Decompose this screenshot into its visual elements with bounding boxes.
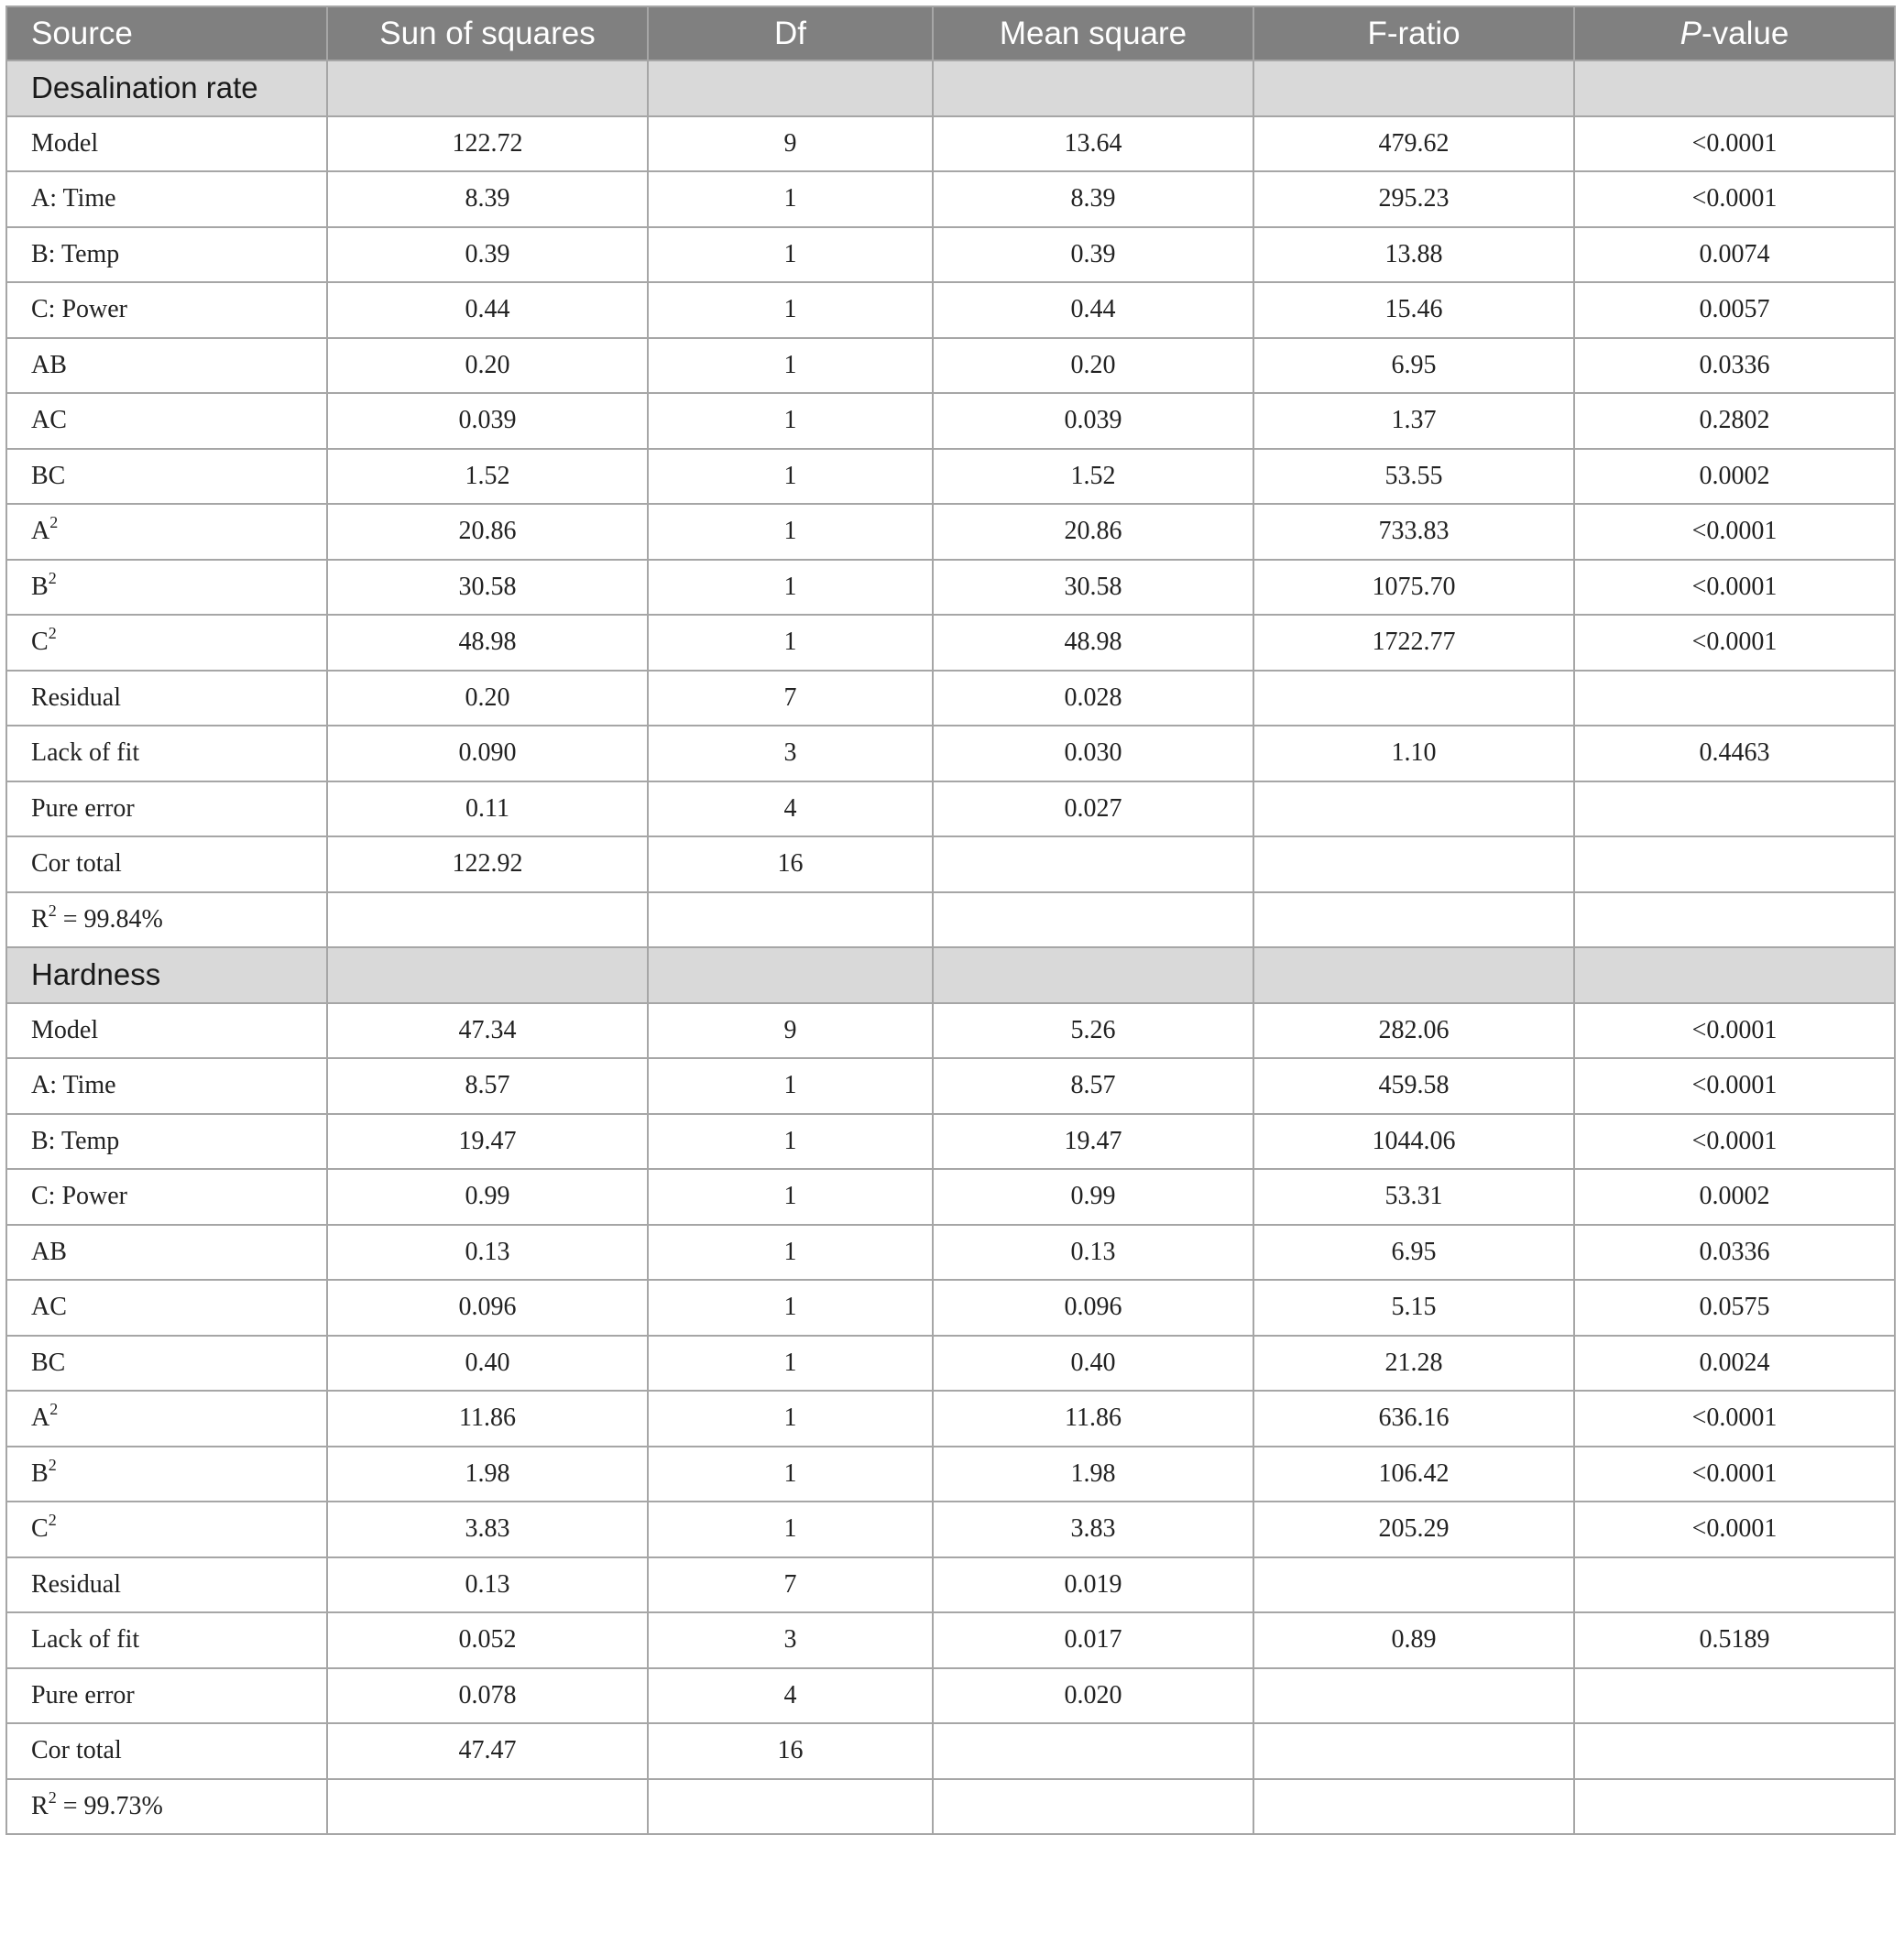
cell-mean-square: 0.20 [933,338,1253,394]
cell-sum-of-squares: 0.096 [327,1280,648,1336]
cell-sum-of-squares: 30.58 [327,560,648,616]
cell-source: Lack of fit [6,726,327,781]
cell-source: AC [6,1280,327,1336]
cell-mean-square: 5.26 [933,1003,1253,1059]
cell-p-value: 0.0057 [1574,282,1895,338]
r-squared-value: = 99.84% [56,904,163,934]
cell-source: Model [6,116,327,172]
cell-source: Pure error [6,1668,327,1724]
table-row [6,1557,1895,1613]
empty-cell [1253,1779,1574,1835]
cell-f-ratio: 1075.70 [1253,560,1574,616]
cell-sum-of-squares: 0.13 [327,1557,648,1613]
table-row [6,615,1895,671]
table-row [6,171,1895,227]
cell-f-ratio: 6.95 [1253,1225,1574,1281]
cell-f-ratio: 733.83 [1253,504,1574,560]
r-squared-row [6,892,1895,948]
source-label: B [31,1458,49,1488]
cell-sum-of-squares: 0.99 [327,1169,648,1225]
cell-source: B: Temp [6,227,327,283]
cell-df: 16 [648,1723,933,1779]
table-row [6,338,1895,394]
cell-sum-of-squares: 0.052 [327,1612,648,1668]
cell-df: 1 [648,560,933,616]
table-row [6,227,1895,283]
cell-mean-square: 0.017 [933,1612,1253,1668]
anova-table [5,5,1896,1835]
cell-mean-square: 0.13 [933,1225,1253,1281]
cell-df: 16 [648,836,933,892]
cell-f-ratio [1253,671,1574,726]
cell-f-ratio [1253,1668,1574,1724]
source-label: A [31,1403,50,1433]
cell-f-ratio [1253,836,1574,892]
cell-p-value: <0.0001 [1574,1003,1895,1059]
cell-p-value [1574,1668,1895,1724]
table-row [6,1502,1895,1557]
cell-mean-square: 0.027 [933,781,1253,837]
cell-f-ratio: 13.88 [1253,227,1574,283]
cell-df: 1 [648,1114,933,1170]
cell-p-value: 0.2802 [1574,393,1895,449]
empty-cell [648,892,933,948]
cell-source: Cor total [6,836,327,892]
r-squared-row [6,1779,1895,1835]
cell-f-ratio: 205.29 [1253,1502,1574,1557]
header-row [6,6,1895,60]
cell-mean-square: 0.020 [933,1668,1253,1724]
r-squared-cell [6,892,327,948]
section-empty-cell [648,60,933,116]
header-p-italic: P [1680,15,1702,51]
cell-source: C: Power [6,1169,327,1225]
cell-p-value: 0.0024 [1574,1336,1895,1392]
cell-p-value: <0.0001 [1574,1058,1895,1114]
table-row [6,1114,1895,1170]
section-header-row [6,60,1895,116]
header-p-suffix: -value [1702,15,1789,51]
cell-f-ratio: 5.15 [1253,1280,1574,1336]
cell-df: 1 [648,504,933,560]
cell-source: AC [6,393,327,449]
cell-mean-square: 1.52 [933,449,1253,505]
section-empty-cell [933,947,1253,1003]
cell-sum-of-squares: 0.039 [327,393,648,449]
superscript: 2 [48,568,57,587]
cell-source: BC [6,449,327,505]
cell-p-value: <0.0001 [1574,116,1895,172]
table-row [6,560,1895,616]
cell-p-value: 0.0575 [1574,1280,1895,1336]
source-label: A [31,517,50,546]
cell-sum-of-squares: 0.078 [327,1668,648,1724]
cell-sum-of-squares: 1.52 [327,449,648,505]
cell-p-value: <0.0001 [1574,1447,1895,1502]
table-row [6,1391,1895,1447]
cell-f-ratio: 53.31 [1253,1169,1574,1225]
cell-source: Lack of fit [6,1612,327,1668]
cell-f-ratio: 479.62 [1253,116,1574,172]
cell-f-ratio [1253,1723,1574,1779]
cell-p-value: 0.0074 [1574,227,1895,283]
section-empty-cell [1574,60,1895,116]
cell-source: Residual [6,671,327,726]
r-squared-value: = 99.73% [56,1791,163,1820]
cell-source [6,1447,327,1502]
superscript: 2 [49,1400,59,1419]
table-row [6,836,1895,892]
cell-mean-square: 8.39 [933,171,1253,227]
cell-f-ratio: 1.10 [1253,726,1574,781]
cell-f-ratio: 21.28 [1253,1336,1574,1392]
cell-f-ratio: 106.42 [1253,1447,1574,1502]
superscript: 2 [49,513,59,532]
source-label: C [31,628,49,657]
cell-f-ratio [1253,1557,1574,1613]
cell-df: 1 [648,1280,933,1336]
cell-source: C: Power [6,282,327,338]
empty-cell [933,892,1253,948]
cell-source: AB [6,1225,327,1281]
cell-source [6,615,327,671]
cell-df: 3 [648,726,933,781]
cell-sum-of-squares: 3.83 [327,1502,648,1557]
cell-source: Pure error [6,781,327,837]
cell-mean-square: 20.86 [933,504,1253,560]
cell-df: 1 [648,1169,933,1225]
table-row [6,1225,1895,1281]
cell-mean-square: 0.44 [933,282,1253,338]
cell-sum-of-squares: 122.92 [327,836,648,892]
cell-mean-square: 48.98 [933,615,1253,671]
cell-f-ratio [1253,781,1574,837]
section-empty-cell [327,60,648,116]
header-f-ratio: F-ratio [1253,6,1574,60]
cell-mean-square: 0.039 [933,393,1253,449]
cell-sum-of-squares: 0.090 [327,726,648,781]
cell-p-value [1574,1723,1895,1779]
empty-cell [933,1779,1253,1835]
table-row [6,671,1895,726]
cell-df: 1 [648,1391,933,1447]
cell-f-ratio: 1722.77 [1253,615,1574,671]
header-mean-square: Mean square [933,6,1253,60]
cell-f-ratio: 1044.06 [1253,1114,1574,1170]
cell-f-ratio: 6.95 [1253,338,1574,394]
r-squared-prefix: R [31,1791,49,1820]
cell-mean-square: 19.47 [933,1114,1253,1170]
cell-mean-square: 8.57 [933,1058,1253,1114]
cell-df: 7 [648,1557,933,1613]
cell-df: 9 [648,1003,933,1059]
cell-sum-of-squares: 47.34 [327,1003,648,1059]
table-row [6,726,1895,781]
table-row [6,504,1895,560]
cell-mean-square: 30.58 [933,560,1253,616]
cell-df: 3 [648,1612,933,1668]
cell-source: B: Temp [6,1114,327,1170]
cell-df: 1 [648,449,933,505]
cell-source: AB [6,338,327,394]
empty-cell [1574,892,1895,948]
cell-df: 7 [648,671,933,726]
header-source: Source [6,6,327,60]
cell-df: 1 [648,1447,933,1502]
cell-mean-square: 0.39 [933,227,1253,283]
cell-source [6,1502,327,1557]
cell-source: A: Time [6,1058,327,1114]
cell-sum-of-squares: 0.20 [327,338,648,394]
cell-mean-square: 0.40 [933,1336,1253,1392]
superscript: 2 [48,1511,57,1530]
empty-cell [1253,892,1574,948]
section-empty-cell [1253,60,1574,116]
cell-p-value [1574,836,1895,892]
cell-f-ratio: 295.23 [1253,171,1574,227]
cell-df: 1 [648,1225,933,1281]
table-row [6,282,1895,338]
cell-sum-of-squares: 8.39 [327,171,648,227]
cell-sum-of-squares: 0.39 [327,227,648,283]
cell-df: 1 [648,1058,933,1114]
section-empty-cell [933,60,1253,116]
cell-mean-square: 0.019 [933,1557,1253,1613]
table-row [6,1003,1895,1059]
table-body [6,60,1895,1834]
empty-cell [327,892,648,948]
cell-sum-of-squares: 122.72 [327,116,648,172]
table-row [6,1169,1895,1225]
cell-df: 1 [648,1336,933,1392]
table-row [6,1612,1895,1668]
cell-p-value: 0.0002 [1574,1169,1895,1225]
section-title: Desalination rate [6,60,327,116]
header-df: Df [648,6,933,60]
source-label: C [31,1514,49,1544]
table-row [6,1058,1895,1114]
cell-p-value: <0.0001 [1574,1391,1895,1447]
cell-f-ratio: 1.37 [1253,393,1574,449]
table-row [6,393,1895,449]
cell-f-ratio: 15.46 [1253,282,1574,338]
cell-source [6,560,327,616]
section-empty-cell [1253,947,1574,1003]
cell-p-value: 0.0336 [1574,338,1895,394]
cell-df: 4 [648,781,933,837]
cell-sum-of-squares: 11.86 [327,1391,648,1447]
superscript: 2 [48,1787,57,1807]
table-row [6,116,1895,172]
table-row [6,1668,1895,1724]
cell-f-ratio: 459.58 [1253,1058,1574,1114]
cell-df: 1 [648,338,933,394]
cell-p-value: 0.4463 [1574,726,1895,781]
cell-mean-square: 0.030 [933,726,1253,781]
section-empty-cell [1574,947,1895,1003]
cell-df: 1 [648,227,933,283]
table-row [6,1447,1895,1502]
cell-sum-of-squares: 47.47 [327,1723,648,1779]
cell-p-value [1574,671,1895,726]
cell-df: 1 [648,393,933,449]
table-header [6,6,1895,60]
cell-sum-of-squares: 8.57 [327,1058,648,1114]
cell-p-value: <0.0001 [1574,560,1895,616]
table-row [6,1336,1895,1392]
empty-cell [1574,1779,1895,1835]
cell-source: Model [6,1003,327,1059]
section-empty-cell [327,947,648,1003]
cell-mean-square: 0.096 [933,1280,1253,1336]
header-sum-of-squares: Sun of squares [327,6,648,60]
superscript: 2 [48,901,57,920]
cell-df: 1 [648,282,933,338]
cell-sum-of-squares: 20.86 [327,504,648,560]
cell-mean-square: 13.64 [933,116,1253,172]
table-row [6,781,1895,837]
cell-mean-square: 0.99 [933,1169,1253,1225]
cell-f-ratio: 0.89 [1253,1612,1574,1668]
anova-table-container [5,5,1896,1835]
cell-p-value: <0.0001 [1574,504,1895,560]
cell-p-value: 0.0002 [1574,449,1895,505]
cell-sum-of-squares: 1.98 [327,1447,648,1502]
header-p-value [1574,6,1895,60]
cell-p-value: <0.0001 [1574,615,1895,671]
cell-sum-of-squares: 0.20 [327,671,648,726]
cell-p-value: 0.0336 [1574,1225,1895,1281]
cell-mean-square: 3.83 [933,1502,1253,1557]
cell-mean-square: 1.98 [933,1447,1253,1502]
cell-sum-of-squares: 0.11 [327,781,648,837]
cell-p-value [1574,781,1895,837]
empty-cell [327,1779,648,1835]
empty-cell [648,1779,933,1835]
cell-mean-square [933,836,1253,892]
cell-sum-of-squares: 48.98 [327,615,648,671]
section-empty-cell [648,947,933,1003]
cell-source: Cor total [6,1723,327,1779]
cell-df: 1 [648,615,933,671]
cell-mean-square [933,1723,1253,1779]
cell-source: A: Time [6,171,327,227]
cell-df: 9 [648,116,933,172]
cell-p-value: <0.0001 [1574,1114,1895,1170]
cell-source: Residual [6,1557,327,1613]
cell-p-value [1574,1557,1895,1613]
cell-mean-square: 0.028 [933,671,1253,726]
table-row [6,449,1895,505]
cell-p-value: 0.5189 [1574,1612,1895,1668]
cell-df: 4 [648,1668,933,1724]
superscript: 2 [48,624,57,643]
table-row [6,1280,1895,1336]
section-header-row [6,947,1895,1003]
superscript: 2 [48,1455,57,1474]
source-label: B [31,572,49,601]
cell-source [6,1391,327,1447]
cell-sum-of-squares: 0.40 [327,1336,648,1392]
section-title: Hardness [6,947,327,1003]
cell-df: 1 [648,171,933,227]
cell-df: 1 [648,1502,933,1557]
cell-sum-of-squares: 19.47 [327,1114,648,1170]
cell-source: BC [6,1336,327,1392]
r-squared-cell [6,1779,327,1835]
table-row [6,1723,1895,1779]
r-squared-prefix: R [31,904,49,934]
cell-p-value: <0.0001 [1574,171,1895,227]
cell-mean-square: 11.86 [933,1391,1253,1447]
cell-f-ratio: 53.55 [1253,449,1574,505]
cell-f-ratio: 636.16 [1253,1391,1574,1447]
cell-sum-of-squares: 0.44 [327,282,648,338]
cell-p-value: <0.0001 [1574,1502,1895,1557]
cell-sum-of-squares: 0.13 [327,1225,648,1281]
cell-f-ratio: 282.06 [1253,1003,1574,1059]
cell-source [6,504,327,560]
